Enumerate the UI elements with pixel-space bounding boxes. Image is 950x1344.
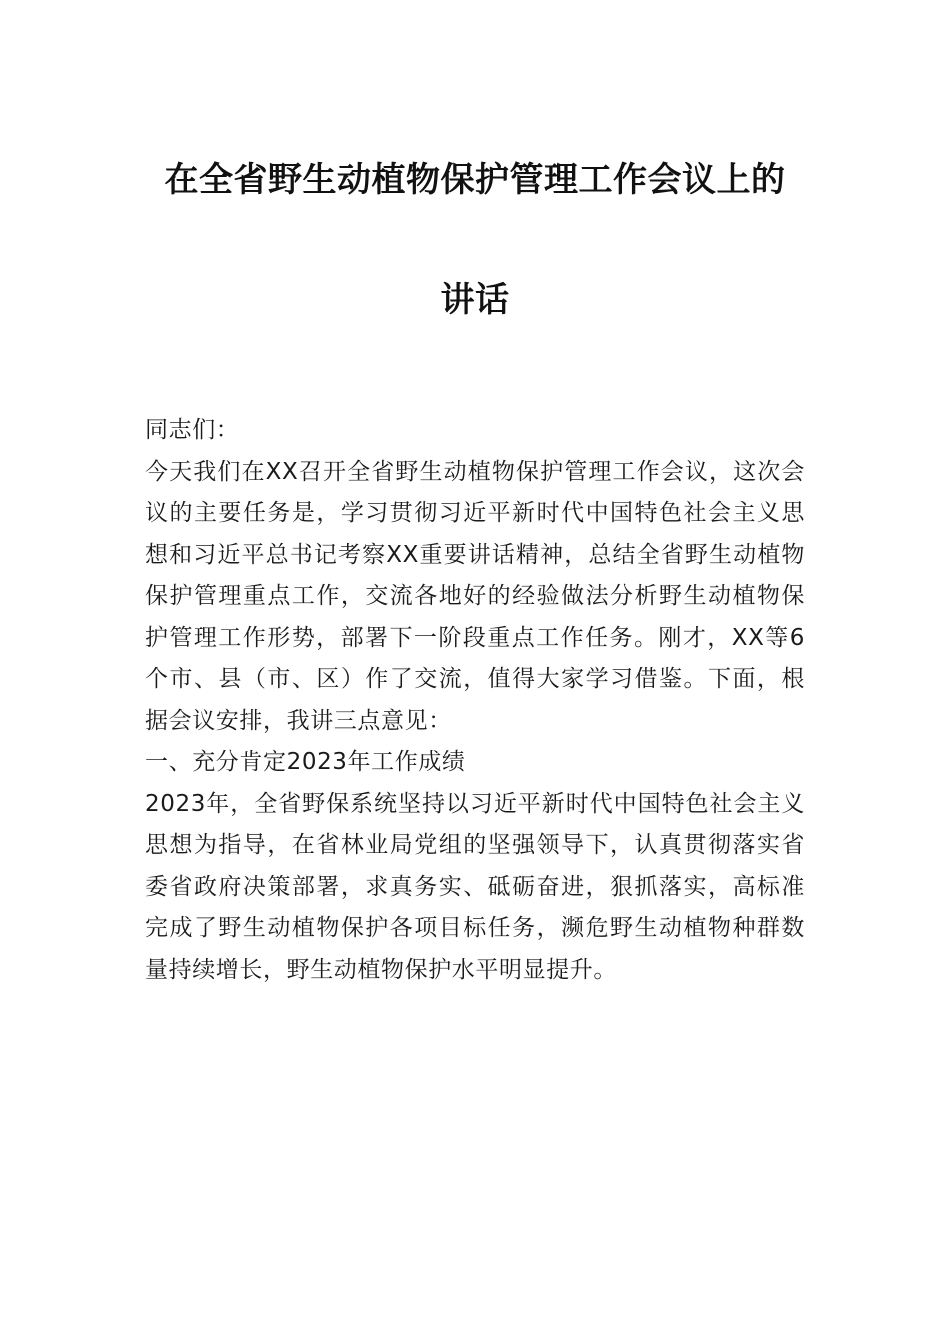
salutation: 同志们： <box>145 417 240 443</box>
paragraph-achievements: 2023年，全省野保系统坚持以习近平新时代中国特色社会主义思想为指导，在省林业局党组的坚强领导下，认真贯彻落实省委省政府决策部署，求真务实、砥砺奋进，狠抓落实，高标准完成了野生动植物保护各项目标任务，濒危野生动植物种群数量持续增长，野生动植物保护水平明显提升。 <box>145 790 805 983</box>
document-title-line-2: 讲话 <box>440 280 510 320</box>
document-title-line-1: 在全省野生动植物保护管理工作会议上的 <box>164 160 786 200</box>
document-body <box>145 410 805 991</box>
section-heading: 一、充分肯定2023年工作成绩 <box>145 749 466 775</box>
paragraph-intro: 今天我们在XX召开全省野生动植物保护管理工作会议，这次会议的主要任务是，学习贯彻习近平新时代中国特色社会主义思想和习近平总书记考察XX重要讲话精神，总结全省野生动植物保护管理重点工作，交流各地好的经验做法分析野生动植物保护管理工作形势，部署下一阶段重点工作任务。刚才，XX等6个市、县（市、区）作了交流，值得大家学习借鉴。下面，根据会议安排，我讲三点意见： <box>145 458 805 734</box>
